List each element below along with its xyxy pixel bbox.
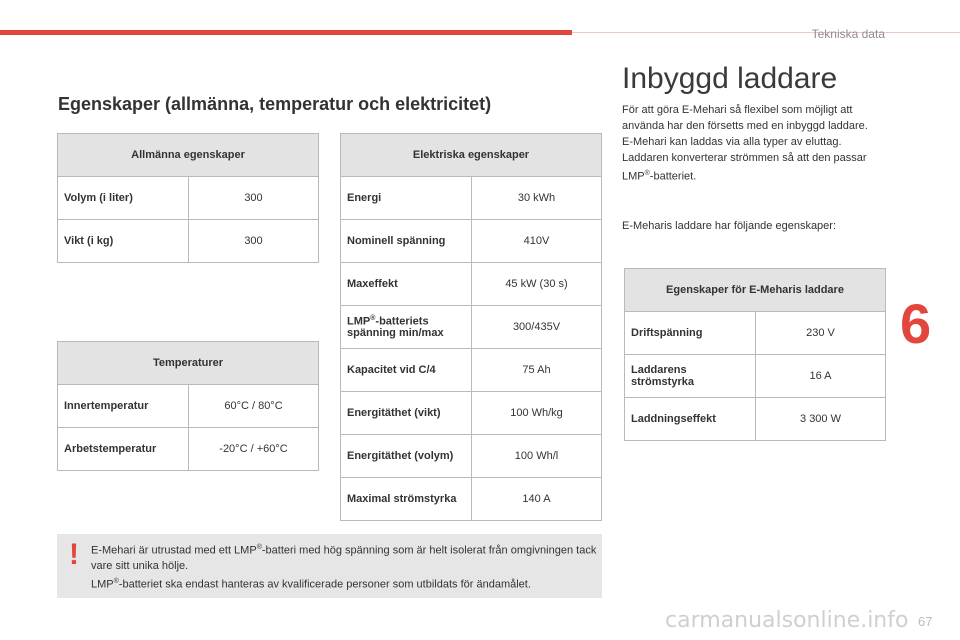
table-row [625, 355, 886, 398]
page-number: 67 [918, 614, 933, 629]
row-value: 100 Wh/l [472, 435, 602, 478]
row-label: Kapacitet vid C/4 [341, 349, 472, 392]
section-name: Tekniska data [811, 27, 885, 41]
row-value: 300 [189, 177, 319, 220]
general-properties-table [57, 133, 319, 263]
row-value: 410V [472, 220, 602, 263]
row-value: 230 V [756, 312, 886, 355]
row-value: -20°C / +60°C [189, 428, 319, 471]
row-value: 45 kW (30 s) [472, 263, 602, 306]
table-row [58, 220, 319, 263]
row-value: 100 Wh/kg [472, 392, 602, 435]
warning-box [57, 534, 602, 598]
row-label: Energitäthet (vikt) [341, 392, 472, 435]
table-row [341, 263, 602, 306]
table-row [341, 220, 602, 263]
exclamation-icon: ! [69, 538, 79, 571]
table-header: Elektriska egenskaper [341, 134, 602, 177]
warning-line [91, 540, 597, 574]
table-header: Temperaturer [58, 342, 319, 385]
table-row [625, 312, 886, 355]
electrical-properties-table [340, 133, 602, 521]
intro-paragraph: För att göra E-Mehari så flexibel som möjligt att använda har den försetts med en inbyggd laddare. [622, 104, 868, 132]
registered-mark: ® [113, 577, 119, 585]
row-label: Energi [341, 177, 472, 220]
intro-text: E-Mehari kan laddas via alla typer av eluttag. Laddaren konverterar strömmen så att den passar LMP [622, 136, 867, 183]
row-label: Volym (i liter) [58, 177, 189, 220]
row-value: 60°C / 80°C [189, 385, 319, 428]
table-row [341, 392, 602, 435]
warning-text-part: E-Mehari är utrustad med ett LMP [91, 544, 257, 557]
warning-text [91, 540, 597, 592]
table-row [625, 398, 886, 441]
row-label: Driftspänning [625, 312, 756, 355]
temperature-table [57, 341, 319, 471]
intro-text: -batteriet. [649, 170, 697, 183]
row-label: Maxeffekt [341, 263, 472, 306]
chapter-number: 6 [900, 292, 932, 355]
table-row [341, 435, 602, 478]
warning-line [91, 574, 597, 593]
row-value: 300 [189, 220, 319, 263]
row-value: 16 A [756, 355, 886, 398]
registered-mark: ® [370, 314, 376, 322]
row-label: Nominell spänning [341, 220, 472, 263]
row-value: 30 kWh [472, 177, 602, 220]
label-text: -batteriets spänning min/max [347, 315, 444, 340]
registered-mark: ® [256, 544, 262, 551]
registered-mark: ® [644, 170, 650, 177]
table-header: Egenskaper för E-Meharis laddare [625, 269, 886, 312]
top-accent-bar [0, 30, 572, 35]
row-value: 75 Ah [472, 349, 602, 392]
intro-paragraph [622, 134, 882, 185]
warning-text-part: -batteriet ska endast hanteras av kvalificerade personer som utbildats för ändamålet. [118, 578, 531, 591]
table-header: Allmänna egenskaper [58, 134, 319, 177]
row-label: Vikt (i kg) [58, 220, 189, 263]
table-row [341, 177, 602, 220]
table-row [58, 177, 319, 220]
row-label: Laddarens strömstyrka [625, 355, 756, 398]
table-row [341, 349, 602, 392]
row-value: 140 A [472, 478, 602, 521]
charger-intro [622, 102, 882, 185]
row-label: Arbetstemperatur [58, 428, 189, 471]
charger-lead: E-Meharis laddare har följande egenskaper: [622, 220, 837, 232]
top-accent-line [572, 32, 960, 33]
row-label: Maximal strömstyrka [341, 478, 472, 521]
main-heading: Egenskaper (allmänna, temperatur och elektricitet) [58, 94, 492, 114]
row-label: Laddningseffekt [625, 398, 756, 441]
charger-properties-table [624, 268, 886, 441]
charger-heading: Inbyggd laddare [622, 62, 838, 95]
warning-text-part: LMP [91, 578, 114, 591]
table-row [341, 478, 602, 521]
row-label: Energitäthet (volym) [341, 435, 472, 478]
table-row [58, 385, 319, 428]
row-label [341, 306, 472, 349]
row-value: 300/435V [472, 306, 602, 349]
warning-text-part: -batteri med hög spänning som är helt isolerat från omgivningen tack vare sitt unika hölje. [91, 544, 597, 572]
watermark: carmanualsonline.info [665, 608, 909, 633]
row-value: 3 300 W [756, 398, 886, 441]
table-row [58, 428, 319, 471]
table-row [341, 306, 602, 349]
row-label: Innertemperatur [58, 385, 189, 428]
label-text: LMP [347, 315, 371, 328]
